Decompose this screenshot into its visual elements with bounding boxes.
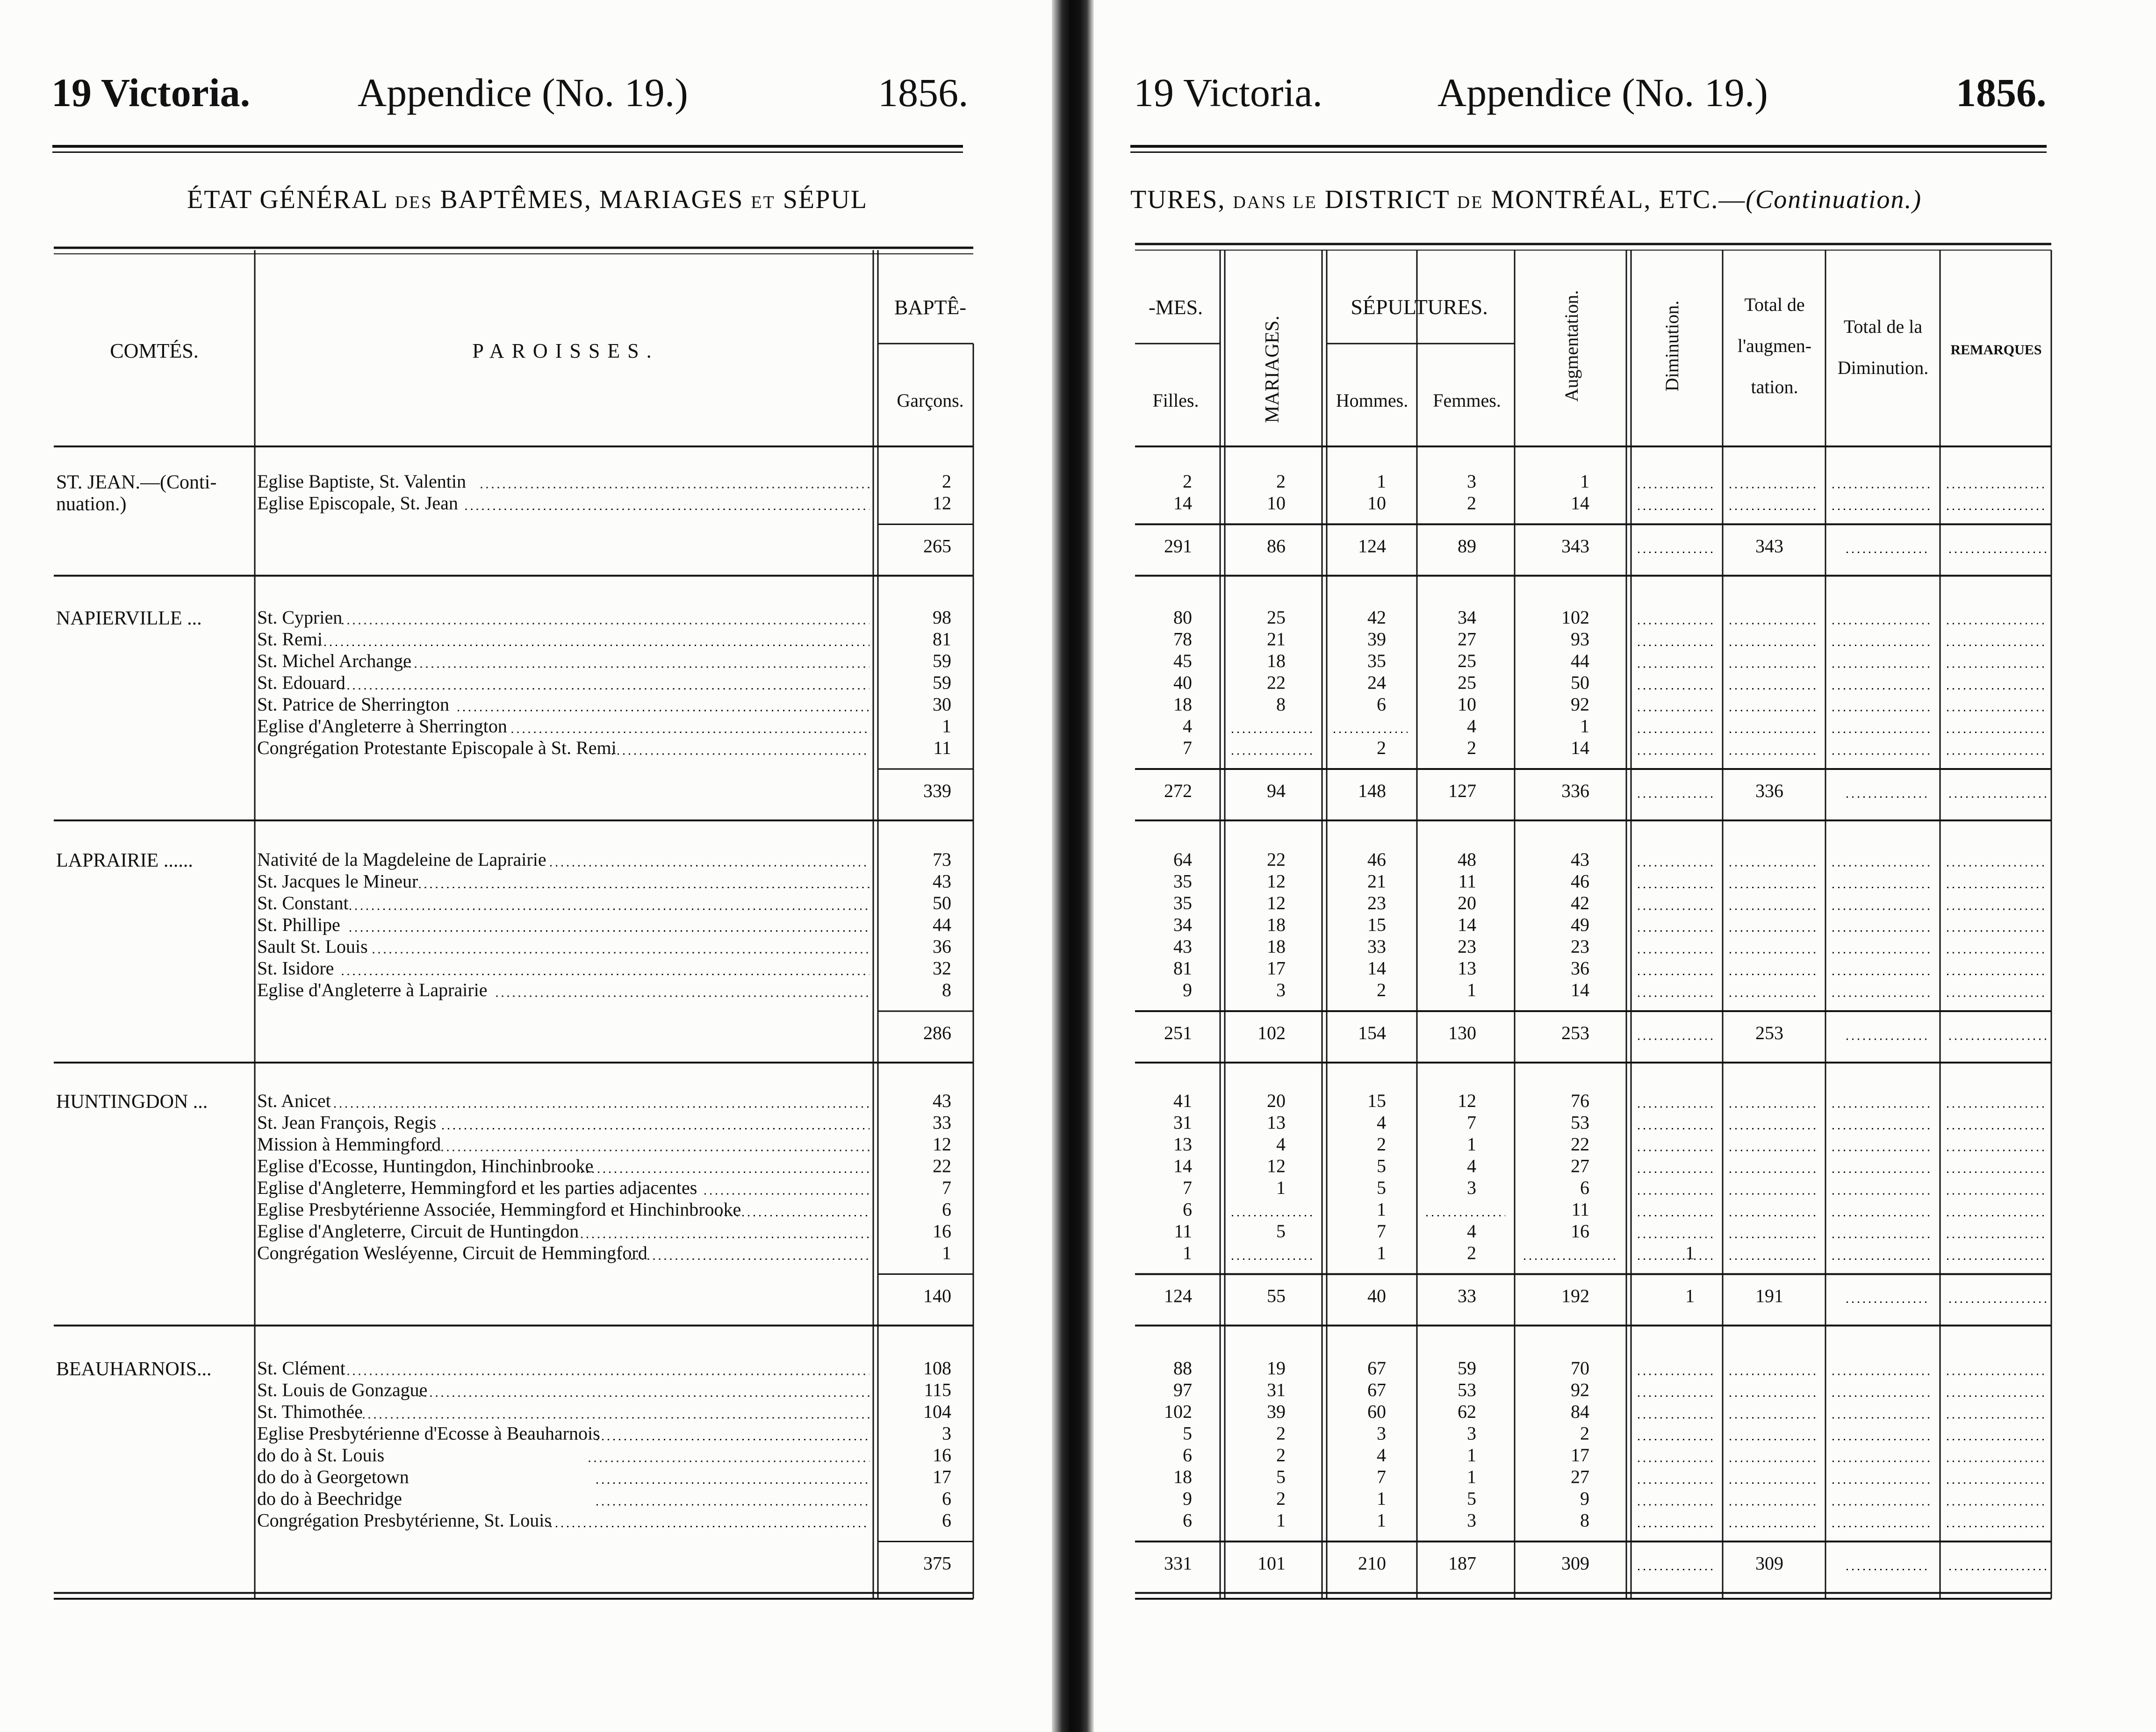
filles-count: 11 [1174, 1221, 1192, 1242]
garcons-count: 32 [933, 957, 951, 979]
femmes-count: 3 [1467, 1509, 1476, 1531]
mariages-count: 20 [1267, 1090, 1286, 1111]
augmentation-count: 9 [1580, 1488, 1589, 1509]
filles-count: 31 [1173, 1112, 1192, 1133]
femmes-count: 25 [1458, 650, 1476, 671]
garcons-count: 81 [933, 628, 951, 650]
augmentation-count: 8 [1580, 1509, 1589, 1531]
femmes-count: 4 [1467, 1221, 1476, 1242]
femmes-count: 1 [1467, 1466, 1476, 1488]
mariages-count: 12 [1267, 892, 1286, 913]
mariages-count: 2 [1276, 1423, 1286, 1444]
filles-count: 2 [1183, 471, 1192, 492]
parish-name: St. Cyprien [257, 607, 343, 628]
column-header-diminution: Diminution. [1661, 300, 1682, 392]
filles-count: 7 [1183, 737, 1192, 758]
column-header-paroisses: PAROISSES. [472, 339, 659, 362]
hommes-count: 1 [1377, 471, 1386, 492]
garcons-count: 16 [933, 1445, 951, 1466]
header-year-right: 1856. [1956, 70, 2047, 115]
total-of-augmentation: 309 [1755, 1552, 1783, 1574]
total-hommes: 124 [1358, 535, 1386, 557]
parish-name: Congrégation Presbytérienne, St. Louis [257, 1509, 552, 1531]
garcons-count: 1 [942, 715, 951, 737]
parish-name: do do à Beechridge [257, 1488, 402, 1509]
total-filles: 251 [1164, 1022, 1192, 1043]
garcons-count: 50 [933, 892, 951, 913]
mariages-count: 2 [1276, 471, 1286, 492]
femmes-count: 11 [1458, 870, 1476, 892]
hommes-count: 6 [1377, 694, 1386, 715]
mariages-count: 39 [1267, 1401, 1286, 1422]
column-header-baptemes: BAPTÊ- [894, 296, 966, 319]
femmes-count: 13 [1458, 957, 1476, 979]
femmes-count: 2 [1467, 1242, 1476, 1264]
hommes-count: 67 [1367, 1379, 1386, 1401]
county-name: HUNTINGDON ... [56, 1091, 208, 1113]
mariages-count: 5 [1276, 1221, 1286, 1242]
augmentation-count: 1 [1580, 715, 1589, 737]
column-header-augmentation: Augmentation. [1561, 290, 1582, 402]
mariages-count: 18 [1267, 914, 1286, 935]
garcons-count: 6 [942, 1488, 951, 1509]
header-reign-right: 19 Victoria. [1134, 70, 1323, 115]
column-header-garcons: Garçons. [897, 390, 964, 411]
table-title-left: ÉTAT GÉNÉRAL DES BAPTÊMES, MARIAGES ET SÉPUL [187, 185, 868, 214]
mariages-count: 25 [1267, 607, 1286, 628]
total-garcons: 140 [923, 1285, 951, 1307]
mariages-count: 22 [1267, 849, 1286, 870]
augmentation-count: 43 [1571, 849, 1589, 870]
filles-count: 6 [1183, 1445, 1192, 1466]
augmentation-count: 27 [1571, 1155, 1589, 1177]
total-filles: 331 [1164, 1552, 1192, 1574]
total-garcons: 286 [923, 1022, 951, 1043]
augmentation-count: 50 [1571, 672, 1589, 693]
total-femmes: 89 [1458, 535, 1476, 557]
hommes-count: 3 [1377, 1423, 1386, 1444]
parish-name: St. Anicet [257, 1090, 331, 1111]
garcons-count: 16 [933, 1221, 951, 1242]
total-filles: 124 [1164, 1285, 1192, 1307]
header-year-left: 1856. [878, 70, 969, 115]
total-hommes: 210 [1358, 1552, 1386, 1574]
augmentation-count: 84 [1571, 1401, 1589, 1422]
mariages-count: 21 [1267, 628, 1286, 650]
augmentation-count: 2 [1580, 1423, 1589, 1444]
garcons-count: 73 [933, 849, 951, 870]
hommes-count: 7 [1377, 1221, 1386, 1242]
parish-name: Nativité de la Magdeleine de Laprairie [257, 849, 546, 870]
parish-name: St. Jean François, Regis [257, 1112, 437, 1133]
hommes-count: 15 [1367, 914, 1386, 935]
filles-count: 13 [1173, 1134, 1192, 1155]
garcons-count: 44 [933, 914, 951, 935]
femmes-count: 1 [1467, 1445, 1476, 1466]
total-garcons: 339 [923, 780, 951, 801]
total-hommes: 40 [1367, 1285, 1386, 1307]
garcons-count: 43 [933, 1090, 951, 1111]
augmentation-count: 6 [1580, 1177, 1589, 1198]
garcons-count: 6 [942, 1509, 951, 1531]
parish-name: Eglise Episcopale, St. Jean [257, 492, 458, 514]
filles-count: 18 [1173, 694, 1192, 715]
hommes-count: 35 [1367, 650, 1386, 671]
garcons-count: 8 [942, 979, 951, 1000]
mariages-count: 10 [1267, 492, 1286, 514]
parish-name: Eglise Baptiste, St. Valentin [257, 471, 467, 492]
column-header-total-diminution: Diminution. [1837, 357, 1929, 378]
augmentation-count: 36 [1571, 957, 1589, 979]
total-hommes: 148 [1358, 780, 1386, 801]
hommes-count: 67 [1367, 1358, 1386, 1379]
column-header-remarques: REMARQUES [1950, 342, 2042, 358]
garcons-count: 6 [942, 1199, 951, 1220]
parish-name: Sault St. Louis [257, 936, 368, 957]
total-of-augmentation: 191 [1755, 1285, 1783, 1307]
garcons-count: 115 [924, 1379, 951, 1401]
column-header-filles: Filles. [1152, 390, 1199, 411]
mariages-count: 12 [1267, 1155, 1286, 1177]
column-header-comtes: COMTÉS. [110, 339, 199, 362]
femmes-count: 1 [1467, 979, 1476, 1000]
filles-count: 14 [1173, 1155, 1192, 1177]
femmes-count: 59 [1458, 1358, 1476, 1379]
garcons-count: 17 [933, 1466, 951, 1488]
femmes-count: 62 [1458, 1401, 1476, 1422]
hommes-count: 4 [1377, 1112, 1386, 1133]
column-header-total-diminution: Total de la [1843, 316, 1923, 337]
column-header-mes: -MES. [1148, 296, 1203, 319]
femmes-count: 4 [1467, 1155, 1476, 1177]
filles-count: 6 [1183, 1509, 1192, 1531]
filles-count: 7 [1183, 1177, 1192, 1198]
femmes-count: 1 [1467, 1134, 1476, 1155]
augmentation-count: 93 [1571, 628, 1589, 650]
hommes-count: 46 [1367, 849, 1386, 870]
parish-name: St. Isidore [257, 957, 334, 979]
augmentation-count: 14 [1571, 492, 1589, 514]
femmes-count: 7 [1467, 1112, 1476, 1133]
augmentation-count: 27 [1571, 1466, 1589, 1488]
garcons-count: 59 [933, 672, 951, 693]
total-augmentation: 309 [1561, 1552, 1589, 1574]
augmentation-count: 14 [1571, 737, 1589, 758]
femmes-count: 2 [1467, 737, 1476, 758]
total-filles: 291 [1164, 535, 1192, 557]
total-garcons: 375 [923, 1552, 951, 1574]
femmes-count: 48 [1458, 849, 1476, 870]
filles-count: 97 [1173, 1379, 1192, 1401]
femmes-count: 3 [1467, 471, 1476, 492]
femmes-count: 10 [1458, 694, 1476, 715]
total-filles: 272 [1164, 780, 1192, 801]
garcons-count: 11 [933, 737, 951, 758]
parish-name: Eglise d'Angleterre, Circuit de Huntingdon [257, 1221, 579, 1242]
mariages-count: 2 [1276, 1488, 1286, 1509]
total-augmentation: 253 [1561, 1022, 1589, 1043]
total-femmes: 187 [1448, 1552, 1476, 1574]
hommes-count: 10 [1367, 492, 1386, 514]
garcons-count: 104 [923, 1401, 951, 1422]
county-name: NAPIERVILLE ... [56, 608, 202, 629]
augmentation-count: 76 [1571, 1090, 1589, 1111]
total-femmes: 130 [1448, 1022, 1476, 1043]
femmes-count: 34 [1458, 607, 1476, 628]
mariages-count: 8 [1276, 694, 1286, 715]
county-name: LAPRAIRIE ...... [56, 850, 193, 871]
hommes-count: 7 [1377, 1466, 1386, 1488]
parish-name: Eglise Presbytérienne Associée, Hemmingford et Hinchinbrooke [257, 1199, 741, 1220]
femmes-count: 20 [1458, 892, 1476, 913]
filles-count: 81 [1173, 957, 1192, 979]
garcons-count: 59 [933, 650, 951, 671]
column-header-sepultures: SÉPULTURES. [1351, 295, 1488, 319]
garcons-count: 1 [942, 1242, 951, 1264]
mariages-count: 18 [1267, 936, 1286, 957]
filles-count: 1 [1183, 1242, 1192, 1264]
filles-count: 78 [1173, 628, 1192, 650]
femmes-count: 53 [1458, 1379, 1476, 1401]
augmentation-count: 53 [1571, 1112, 1589, 1133]
county-name: ST. JEAN.—(Conti- [56, 472, 217, 493]
femmes-count: 4 [1467, 715, 1476, 737]
parish-name: St. Michel Archange [257, 650, 411, 671]
mariages-count: 5 [1276, 1466, 1286, 1488]
augmentation-count: 14 [1571, 979, 1589, 1000]
filles-count: 88 [1173, 1358, 1192, 1379]
augmentation-count: 70 [1571, 1358, 1589, 1379]
garcons-count: 2 [942, 471, 951, 492]
femmes-count: 5 [1467, 1488, 1476, 1509]
parish-name: Congrégation Protestante Episcopale à St. Remi [257, 737, 617, 758]
garcons-count: 30 [933, 694, 951, 715]
total-garcons: 265 [923, 535, 951, 557]
hommes-count: 2 [1377, 737, 1386, 758]
filles-count: 45 [1173, 650, 1192, 671]
augmentation-count: 11 [1571, 1199, 1589, 1220]
garcons-count: 12 [933, 492, 951, 514]
filles-count: 40 [1173, 672, 1192, 693]
mariages-count: 17 [1267, 957, 1286, 979]
county-name: BEAUHARNOIS... [56, 1358, 212, 1380]
filles-count: 80 [1173, 607, 1192, 628]
garcons-count: 108 [923, 1358, 951, 1379]
garcons-count: 98 [933, 607, 951, 628]
hommes-count: 1 [1377, 1242, 1386, 1264]
filles-count: 6 [1183, 1199, 1192, 1220]
mariages-count: 4 [1276, 1134, 1286, 1155]
hommes-count: 1 [1377, 1199, 1386, 1220]
parish-name: St. Clément [257, 1358, 345, 1379]
parish-name: Eglise Presbytérienne d'Ecosse à Beauharnois [257, 1423, 600, 1444]
augmentation-count: 49 [1571, 914, 1589, 935]
total-femmes: 127 [1448, 780, 1476, 801]
parish-name: St. Edouard [257, 672, 345, 693]
femmes-count: 3 [1467, 1177, 1476, 1198]
parish-name: Eglise d'Angleterre, Hemmingford et les parties adjacentes [257, 1177, 697, 1198]
hommes-count: 21 [1367, 870, 1386, 892]
mariages-count: 13 [1267, 1112, 1286, 1133]
parish-name: St. Thimothée [257, 1401, 363, 1422]
header-reign-left: 19 Victoria. [51, 70, 251, 115]
femmes-count: 25 [1458, 672, 1476, 693]
hommes-count: 2 [1377, 979, 1386, 1000]
parish-name: St. Jacques le Mineur [257, 870, 418, 892]
parish-name: do do à Georgetown [257, 1466, 409, 1488]
parish-name: St. Phillipe [257, 914, 340, 935]
total-mariages: 102 [1258, 1022, 1286, 1043]
filles-count: 18 [1173, 1466, 1192, 1488]
total-augmentation: 343 [1561, 535, 1589, 557]
garcons-count: 7 [942, 1177, 951, 1198]
total-of-augmentation: 343 [1755, 535, 1783, 557]
mariages-count: 1 [1276, 1509, 1286, 1531]
augmentation-count: 44 [1571, 650, 1589, 671]
filles-count: 14 [1173, 492, 1192, 514]
hommes-count: 33 [1367, 936, 1386, 957]
hommes-count: 15 [1367, 1090, 1386, 1111]
filles-count: 4 [1183, 715, 1192, 737]
parish-name: do do à St. Louis [257, 1445, 385, 1466]
augmentation-count: 102 [1561, 607, 1589, 628]
parish-name: St. Remi [257, 628, 323, 650]
total-of-augmentation: 253 [1755, 1022, 1783, 1043]
total-mariages: 86 [1267, 535, 1286, 557]
hommes-count: 4 [1377, 1445, 1386, 1466]
parish-name: Eglise d'Angleterre à Sherrington [257, 715, 507, 737]
garcons-count: 43 [933, 870, 951, 892]
diminution-count: 1 [1685, 1242, 1695, 1264]
total-augmentation: 336 [1561, 780, 1589, 801]
filles-count: 43 [1173, 936, 1192, 957]
filles-count: 9 [1183, 979, 1192, 1000]
augmentation-count: 46 [1571, 870, 1589, 892]
filles-count: 35 [1173, 892, 1192, 913]
hommes-count: 1 [1377, 1509, 1386, 1531]
augmentation-count: 42 [1571, 892, 1589, 913]
column-header-mariages: MARIAGES. [1262, 316, 1283, 423]
hommes-count: 14 [1367, 957, 1386, 979]
augmentation-count: 92 [1571, 694, 1589, 715]
filles-count: 102 [1164, 1401, 1192, 1422]
header-appendix-left: Appendice (No. 19.) [358, 70, 688, 115]
filles-count: 64 [1173, 849, 1192, 870]
total-mariages: 101 [1258, 1552, 1286, 1574]
femmes-count: 14 [1458, 914, 1476, 935]
parish-name: St. Louis de Gonzague [257, 1379, 428, 1401]
filles-count: 35 [1173, 870, 1192, 892]
hommes-count: 5 [1377, 1155, 1386, 1177]
parish-name: Eglise d'Angleterre à Laprairie [257, 979, 488, 1000]
total-of-augmentation: 336 [1755, 780, 1783, 801]
augmentation-count: 23 [1571, 936, 1589, 957]
parish-name: Congrégation Wesléyenne, Circuit de Hemmingford [257, 1242, 647, 1264]
mariages-count: 31 [1267, 1379, 1286, 1401]
total-augmentation: 192 [1561, 1285, 1589, 1307]
filles-count: 5 [1183, 1423, 1192, 1444]
hommes-count: 60 [1367, 1401, 1386, 1422]
augmentation-count: 1 [1580, 471, 1589, 492]
mariages-count: 19 [1267, 1358, 1286, 1379]
hommes-count: 23 [1367, 892, 1386, 913]
total-diminution: 1 [1685, 1285, 1695, 1307]
mariages-count: 2 [1276, 1445, 1286, 1466]
hommes-count: 5 [1377, 1177, 1386, 1198]
mariages-count: 22 [1267, 672, 1286, 693]
filles-count: 41 [1173, 1090, 1192, 1111]
augmentation-count: 16 [1571, 1221, 1589, 1242]
hommes-count: 42 [1367, 607, 1386, 628]
femmes-count: 12 [1458, 1090, 1476, 1111]
femmes-count: 3 [1467, 1423, 1476, 1444]
garcons-count: 33 [933, 1112, 951, 1133]
hommes-count: 2 [1377, 1134, 1386, 1155]
femmes-count: 23 [1458, 936, 1476, 957]
femmes-count: 2 [1467, 492, 1476, 514]
mariages-count: 1 [1276, 1177, 1286, 1198]
parish-name: St. Constant [257, 892, 349, 913]
garcons-count: 3 [942, 1423, 951, 1444]
county-name: nuation.) [56, 493, 127, 515]
augmentation-count: 17 [1571, 1445, 1589, 1466]
garcons-count: 12 [933, 1134, 951, 1155]
column-header-total-augmentation: tation. [1751, 376, 1798, 397]
augmentation-count: 22 [1571, 1134, 1589, 1155]
augmentation-count: 92 [1571, 1379, 1589, 1401]
column-header-total-augmentation: l'augmen- [1737, 335, 1812, 356]
total-mariages: 94 [1267, 780, 1286, 801]
hommes-count: 39 [1367, 628, 1386, 650]
total-femmes: 33 [1458, 1285, 1476, 1307]
mariages-count: 3 [1276, 979, 1286, 1000]
column-header-total-augmentation: Total de [1744, 294, 1805, 315]
parish-name: St. Patrice de Sherrington [257, 694, 450, 715]
column-header-femmes: Femmes. [1433, 390, 1501, 411]
hommes-count: 24 [1367, 672, 1386, 693]
table-title-right: TURES, DANS LE DISTRICT DE MONTRÉAL, ETC.—(Continuation.) [1130, 185, 1922, 214]
parish-name: Mission à Hemmingford [257, 1134, 441, 1155]
header-appendix-right: Appendice (No. 19.) [1437, 70, 1768, 115]
filles-count: 9 [1183, 1488, 1192, 1509]
mariages-count: 18 [1267, 650, 1286, 671]
total-mariages: 55 [1267, 1285, 1286, 1307]
column-header-hommes: Hommes. [1336, 390, 1409, 411]
filles-count: 34 [1173, 914, 1192, 935]
hommes-count: 1 [1377, 1488, 1386, 1509]
garcons-count: 22 [933, 1155, 951, 1177]
parish-name: Eglise d'Ecosse, Huntingdon, Hinchinbrooke [257, 1155, 594, 1177]
total-hommes: 154 [1358, 1022, 1386, 1043]
garcons-count: 36 [933, 936, 951, 957]
mariages-count: 12 [1267, 870, 1286, 892]
femmes-count: 27 [1458, 628, 1476, 650]
